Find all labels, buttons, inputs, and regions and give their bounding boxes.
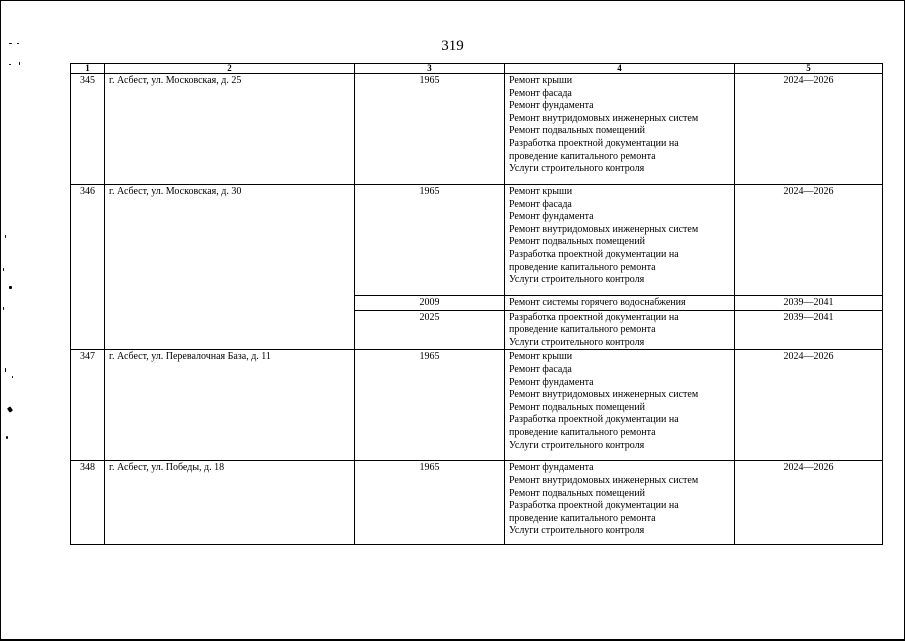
- work-item: Услуги строительного контроля: [509, 274, 645, 286]
- build-year: 1965: [355, 461, 505, 545]
- work-item: Ремонт подвальных помещений: [509, 487, 645, 499]
- work-item: Ремонт фундамента: [509, 462, 594, 474]
- col-header-2: 2: [105, 64, 355, 74]
- col-header-1: 1: [71, 64, 105, 74]
- col-header-5: 5: [735, 64, 883, 74]
- work-item: Ремонт фасада: [509, 87, 572, 99]
- works-list: [505, 185, 735, 296]
- work-item: Услуги строительного контроля: [509, 525, 645, 537]
- work-item: Ремонт крыши: [509, 75, 573, 86]
- work-item: Ремонт фундамента: [509, 376, 594, 388]
- row-address: г. Асбест, ул. Перевалочная База, д. 11: [105, 350, 355, 461]
- repair-period: 2039—2041: [735, 310, 883, 350]
- row-address: г. Асбест, ул. Московская, д. 25: [105, 74, 355, 185]
- repair-period: 2024—2026: [735, 461, 883, 545]
- row-number: 345: [71, 74, 105, 185]
- col-header-3: 3: [355, 64, 505, 74]
- work-item: Ремонт внутридомовых инженерных систем: [509, 223, 699, 235]
- work-item: Ремонт внутридомовых инженерных систем: [509, 112, 699, 124]
- work-item: Ремонт внутридомовых инженерных систем: [509, 389, 699, 401]
- registry-table: [70, 63, 883, 545]
- build-year: 2025: [355, 310, 505, 350]
- scan-speck: [9, 64, 11, 65]
- work-item: Услуги строительного контроля: [509, 439, 645, 451]
- work-item: Разработка проектной документации на: [509, 414, 679, 426]
- work-item: проведение капитального ремонта: [509, 426, 656, 438]
- works-list: [505, 350, 735, 461]
- scan-speck: [12, 376, 13, 378]
- work-item: Разработка проектной документации на: [509, 248, 679, 260]
- build-year: 1965: [355, 74, 505, 185]
- page-number: 319: [441, 38, 464, 54]
- header-row: [71, 64, 883, 74]
- build-year: 1965: [355, 185, 505, 296]
- scan-speck: [17, 43, 19, 44]
- work-item: Ремонт фасада: [509, 198, 572, 210]
- work-item: Ремонт фасада: [509, 363, 572, 375]
- work-item: Ремонт внутридомовых инженерных систем: [509, 474, 699, 486]
- works-list: [505, 461, 735, 545]
- work-item: Услуги строительного контроля: [509, 336, 645, 348]
- scan-speck: [3, 268, 4, 271]
- table-row: [71, 461, 883, 545]
- work-item: Услуги строительного контроля: [509, 163, 645, 175]
- works-list: [505, 74, 735, 185]
- col-header-4: 4: [505, 64, 735, 74]
- work-item: Разработка проектной документации на: [509, 311, 679, 323]
- table-row: [71, 74, 883, 185]
- row-number: 346: [71, 185, 105, 350]
- repair-period: 2024—2026: [735, 74, 883, 185]
- work-item: Ремонт подвальных помещений: [509, 236, 645, 248]
- row-address: г. Асбест, ул. Победы, д. 18: [105, 461, 355, 545]
- work-item: проведение капитального ремонта: [509, 261, 656, 273]
- scan-speck: [9, 43, 12, 44]
- work-item: проведение капитального ремонта: [509, 150, 656, 162]
- work-item: Ремонт фундамента: [509, 100, 594, 112]
- scan-speck: [6, 436, 8, 439]
- repair-period: 2024—2026: [735, 350, 883, 461]
- scan-speck: [3, 307, 4, 310]
- works-list: [505, 296, 735, 311]
- build-year: 1965: [355, 350, 505, 461]
- repair-period: 2039—2041: [735, 296, 883, 311]
- row-number: 348: [71, 461, 105, 545]
- work-item: Ремонт крыши: [509, 351, 573, 363]
- work-item: Ремонт крыши: [509, 186, 573, 197]
- repair-period: 2024—2026: [735, 185, 883, 296]
- work-item: Ремонт системы горячего водоснабжения: [509, 297, 686, 308]
- work-item: Разработка проектной документации на: [509, 500, 679, 512]
- scan-speck: [5, 235, 6, 238]
- work-item: проведение капитального ремонта: [509, 512, 656, 524]
- work-item: Разработка проектной документации на: [509, 137, 679, 149]
- work-item: Ремонт подвальных помещений: [509, 401, 645, 413]
- works-list: [505, 310, 735, 350]
- scan-speck: [9, 286, 12, 289]
- scan-speck: [5, 368, 6, 372]
- row-address: г. Асбест, ул. Московская, д. 30: [105, 185, 355, 350]
- work-item: проведение капитального ремонта: [509, 324, 656, 336]
- scan-speck: [19, 62, 20, 65]
- row-number: 347: [71, 350, 105, 461]
- work-item: Ремонт подвальных помещений: [509, 125, 645, 137]
- table-row: [71, 350, 883, 461]
- table-row: [71, 185, 883, 296]
- build-year: 2009: [355, 296, 505, 311]
- work-item: Ремонт фундамента: [509, 211, 594, 223]
